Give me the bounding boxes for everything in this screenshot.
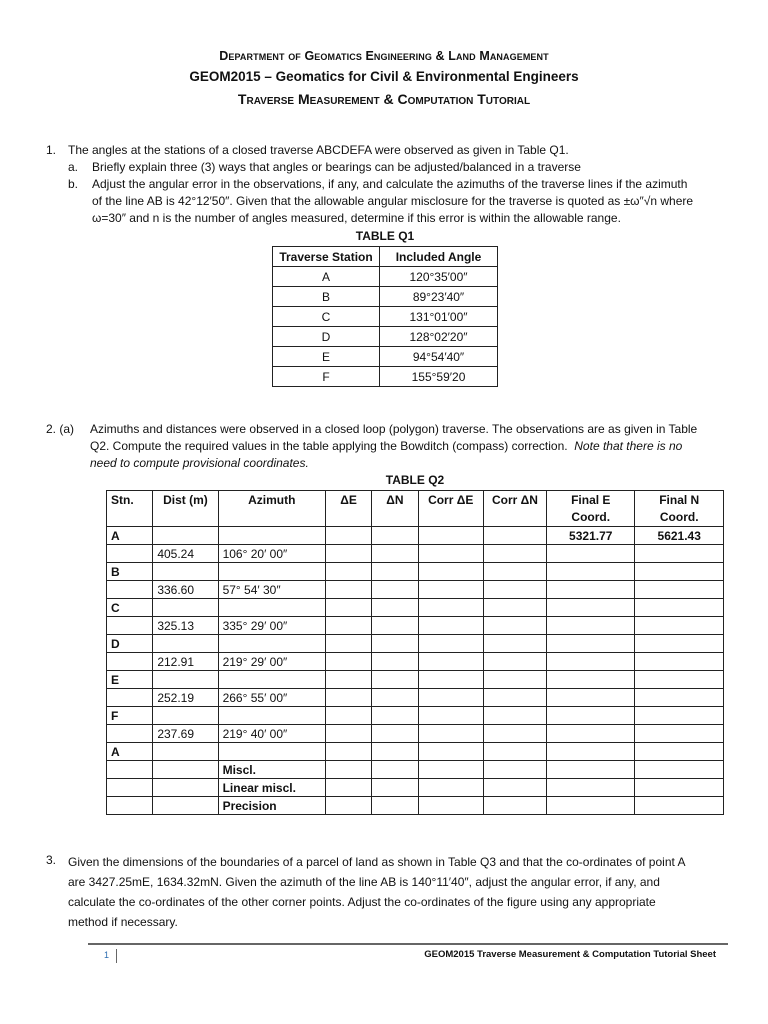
table-q2-cell [153,707,218,725]
table-q2-cell: 57° 54′ 30″ [218,581,325,599]
q2-line3 [90,455,740,472]
q3-line: method if necessary. [68,915,178,929]
q1a [68,159,748,176]
table-q1-header: Traverse Station [273,247,380,267]
table-q2-row [107,743,724,761]
table-q2-cell [153,563,218,581]
table-q2-cell: A [107,527,153,545]
table-q2-cell [483,689,546,707]
table-q2-cell: 5321.77 [547,527,635,545]
table-q2-row [107,545,724,563]
course-heading: GEOM2015 – Geomatics for Civil & Environmental Engineers [189,69,579,84]
table-q2-cell [483,599,546,617]
table-q2-header: Final E Coord. [547,491,635,527]
table-q2-cell [325,707,371,725]
table-q2-cell [107,545,153,563]
table-q2-cell [153,671,218,689]
table-q2-cell [418,527,483,545]
table-q2-header: Corr ΔE [418,491,483,527]
table-q2-cell [325,617,371,635]
included-angle-cell: 120°35′00″ [380,267,498,287]
table-q2-cell [372,599,418,617]
table-q2-cell [483,635,546,653]
table-q2-cell [547,581,635,599]
table-q2-cell: 212.91 [153,653,218,671]
table-q2-cell: 237.69 [153,725,218,743]
table-q2-cell [635,797,724,815]
table-q2-cell: E [107,671,153,689]
table-q2-cell [635,581,724,599]
table-q1 [272,246,498,387]
table-q2-cell [547,563,635,581]
table-q2-cell [418,743,483,761]
table-q2-cell [218,563,325,581]
table-q2-cell [547,725,635,743]
table-q2-header: Azimuth [218,491,325,527]
table-q2-cell [153,599,218,617]
table-q2-cell [372,617,418,635]
table-q2-cell [418,797,483,815]
table-q1-header-row [273,247,498,267]
table-q2-cell [635,635,724,653]
table-q2-cell [547,617,635,635]
table-q2-cell: 252.19 [153,689,218,707]
included-angle-cell: 155°59′20 [380,367,498,387]
tutorial-title: Traverse Measurement & Computation Tutorial [237,91,531,107]
table-q2-row [107,563,724,581]
table-q2-cell [547,761,635,779]
table-q2-row [107,599,724,617]
table-q2-cell [107,797,153,815]
table-q1-row [273,327,498,347]
table-q2-cell [325,527,371,545]
q1b [68,176,748,227]
table-q2-cell [153,797,218,815]
table-q1-caption: TABLE Q1 [355,229,415,243]
table-q2-cell [218,707,325,725]
table-q2-cell: 219° 40′ 00″ [218,725,325,743]
footer-separator [116,949,117,963]
table-q2-cell [635,617,724,635]
table-q1-row [273,347,498,367]
table-q2-cell [483,779,546,797]
included-angle-cell: 94°54′40″ [380,347,498,367]
table-q2-cell [418,581,483,599]
table-q2-row [107,707,724,725]
table-q2-cell [483,761,546,779]
table-q2-cell [153,743,218,761]
table-q2-cell [107,725,153,743]
table-q2-cell [418,545,483,563]
table-q2-cell [483,797,546,815]
table-q2-cell [325,743,371,761]
table-q2-row [107,581,724,599]
table-q2-cell [418,707,483,725]
table-q2-cell: C [107,599,153,617]
table-q2-cell [418,599,483,617]
table-q2-cell [325,599,371,617]
table-q2-cell [635,689,724,707]
q1a-text: Briefly explain three (3) ways that angles or bearings can be adjusted/balanced in a traverse [92,160,581,174]
table-q2-cell [372,779,418,797]
table-q2-cell [483,707,546,725]
table-q2-cell [547,707,635,725]
q2-line2-text: Q2. Compute the required values in the table applying the Bowditch (compass) correction. [90,439,568,453]
traverse-station-cell: E [273,347,380,367]
table-q2-cell: B [107,563,153,581]
table-q2-row [107,761,724,779]
table-q2-cell [325,779,371,797]
q2-line2-note: Note that there is no [574,439,683,453]
table-q2-row [107,653,724,671]
table-q2-cell [372,761,418,779]
page-number: 1 [104,950,110,960]
table-q2-cell [635,545,724,563]
table-q2-cell [547,689,635,707]
table-q2-cell [635,779,724,797]
table-q2-cell [635,761,724,779]
table-q2-cell: 405.24 [153,545,218,563]
table-q2-cell [483,581,546,599]
table-q2-cell [418,761,483,779]
table-q2-cell [483,545,546,563]
table-q2-cell [325,545,371,563]
table-q2-cell: F [107,707,153,725]
table-q2-row [107,779,724,797]
table-q2-cell [153,635,218,653]
table-q2-cell [107,581,153,599]
table-q2-row [107,689,724,707]
table-q2-row [107,671,724,689]
table-q2-cell: 5621.43 [635,527,724,545]
traverse-station-cell: F [273,367,380,387]
traverse-station-cell: B [273,287,380,307]
table-q2-cell [372,689,418,707]
traverse-station-cell: D [273,327,380,347]
table-q2-cell [418,725,483,743]
table-q2-cell [483,563,546,581]
q1b-line2: of the line AB is 42°12′50″. Given that the allowable angular misclosure for the traverse is quoted as ±ω″√n where [92,194,694,208]
table-q1-row [273,287,498,307]
table-q2-cell [547,545,635,563]
table-q2-cell [372,725,418,743]
table-q2-cell [218,671,325,689]
q1b-line1: Adjust the angular error in the observations, if any, and calculate the azimuths of the traverse lines if the azimuth [92,177,688,191]
table-q2-header-row [107,491,724,527]
table-q2-cell [107,779,153,797]
included-angle-cell: 128°02′20″ [380,327,498,347]
table-q2-cell [547,797,635,815]
table-q2-cell [218,635,325,653]
table-q1-header: Included Angle [380,247,498,267]
table-q2-cell [418,617,483,635]
table-q2-cell [325,581,371,599]
table-q2-cell [372,707,418,725]
table-q2-cell [153,527,218,545]
q1-text: The angles at the stations of a closed traverse ABCDEFA were observed as given in Table Q1. [68,143,569,157]
table-q1-row [273,367,498,387]
table-q2-cell: 336.60 [153,581,218,599]
table-q2-cell [635,743,724,761]
department-heading: Department of Geomatics Engineering & Land Management [219,49,549,63]
table-q2-cell [418,563,483,581]
table-q2-cell [635,671,724,689]
table-q2-cell [372,743,418,761]
q1b-letter: b. [68,177,79,191]
table-q2-cell: 106° 20′ 00″ [218,545,325,563]
table-q2-cell: 335° 29′ 00″ [218,617,325,635]
table-q2-cell [372,581,418,599]
table-q2-cell [325,563,371,581]
q1b-line3: ω=30″ and n is the number of angles measured, determine if this error is within the allowable range. [92,211,621,225]
table-q2-header: ΔE [325,491,371,527]
footer-divider [88,943,728,945]
table-q2-row [107,527,724,545]
table-q2-cell [107,689,153,707]
table-q2-cell [547,671,635,689]
table-q2-cell [107,653,153,671]
table-q2-cell [372,527,418,545]
q3-line: Given the dimensions of the boundaries of a parcel of land as shown in Table Q3 and that the co-ordinates of point A [68,855,686,869]
table-q2-header: Final N Coord. [635,491,724,527]
table-q2-cell [325,653,371,671]
table-q2-cell [483,743,546,761]
table-q2 [106,490,724,815]
table-q2-header: Stn. [107,491,153,527]
table-q2-cell [635,599,724,617]
q2-line2 [90,438,740,455]
table-q2-cell [372,545,418,563]
q3-line: are 3427.25mE, 1634.32mN. Given the azimuth of the line AB is 140°11′40″, adjust the angular error, if any, and [68,875,660,889]
table-q2-cell [325,725,371,743]
table-q2-cell [547,743,635,761]
table-q2-cell [483,617,546,635]
table-q2-caption: TABLE Q2 [385,473,445,487]
footer-title: GEOM2015 Traverse Measurement & Computation Tutorial Sheet [424,949,716,960]
traverse-station-cell: C [273,307,380,327]
included-angle-cell: 131°01′00″ [380,307,498,327]
q3-number: 3. [46,853,57,867]
table-q2-cell [418,689,483,707]
table-q2-cell [418,779,483,797]
table-q2-cell [635,563,724,581]
table-q2-cell [372,635,418,653]
table-q2-cell [547,779,635,797]
table-q2-cell [218,743,325,761]
table-q2-cell [372,671,418,689]
table-q2-cell [325,797,371,815]
table-q2-cell [218,599,325,617]
table-q2-cell [635,653,724,671]
table-q2-row [107,797,724,815]
table-q2-cell [547,635,635,653]
table-q2-cell: 219° 29′ 00″ [218,653,325,671]
table-q2-row [107,635,724,653]
included-angle-cell: 89°23′40″ [380,287,498,307]
table-q2-header: ΔN [372,491,418,527]
q2-number: 2. (a) [46,422,75,436]
table-q2-header: Corr ΔN [483,491,546,527]
table-q2-cell [483,725,546,743]
table-q2-cell [483,653,546,671]
table-q2-cell [153,761,218,779]
q3-line: calculate the co-ordinates of the other corner points. Adjust the co-ordinates of the figure using any appropriate [68,895,656,909]
table-q2-cell [325,689,371,707]
table-q2-cell [372,563,418,581]
table-q2-row [107,617,724,635]
table-q2-cell [635,725,724,743]
q1-number: 1. [46,143,57,157]
table-q2-cell [325,761,371,779]
q1a-letter: a. [68,160,79,174]
q2-line3-note: need to compute provisional coordinates. [90,456,309,470]
table-q2-cell [107,761,153,779]
table-q2-cell: 325.13 [153,617,218,635]
table-q1-row [273,267,498,287]
table-q2-cell [218,527,325,545]
table-q2-cell: A [107,743,153,761]
table-q2-cell [547,599,635,617]
q2-line1: Azimuths and distances were observed in a closed loop (polygon) traverse. The observations are as given in Table [90,422,698,436]
table-q2-cell [483,671,546,689]
traverse-station-cell: A [273,267,380,287]
table-q2-cell: Precision [218,797,325,815]
table-q2-cell [635,707,724,725]
table-q2-cell [372,797,418,815]
table-q2-cell [418,671,483,689]
table-q2-cell: Miscl. [218,761,325,779]
table-q2-cell: 266° 55′ 00″ [218,689,325,707]
q3-text [68,852,728,932]
table-q2-cell: D [107,635,153,653]
table-q2-header: Dist (m) [153,491,218,527]
table-q2-cell [418,653,483,671]
table-q2-cell [325,635,371,653]
table-q2-cell [547,653,635,671]
table-q2-cell [483,527,546,545]
table-q2-cell [325,671,371,689]
table-q2-cell [372,653,418,671]
table-q2-row [107,725,724,743]
table-q2-cell [107,617,153,635]
table-q2-cell [418,635,483,653]
table-q2-cell: Linear miscl. [218,779,325,797]
table-q2-cell [153,779,218,797]
table-q1-row [273,307,498,327]
